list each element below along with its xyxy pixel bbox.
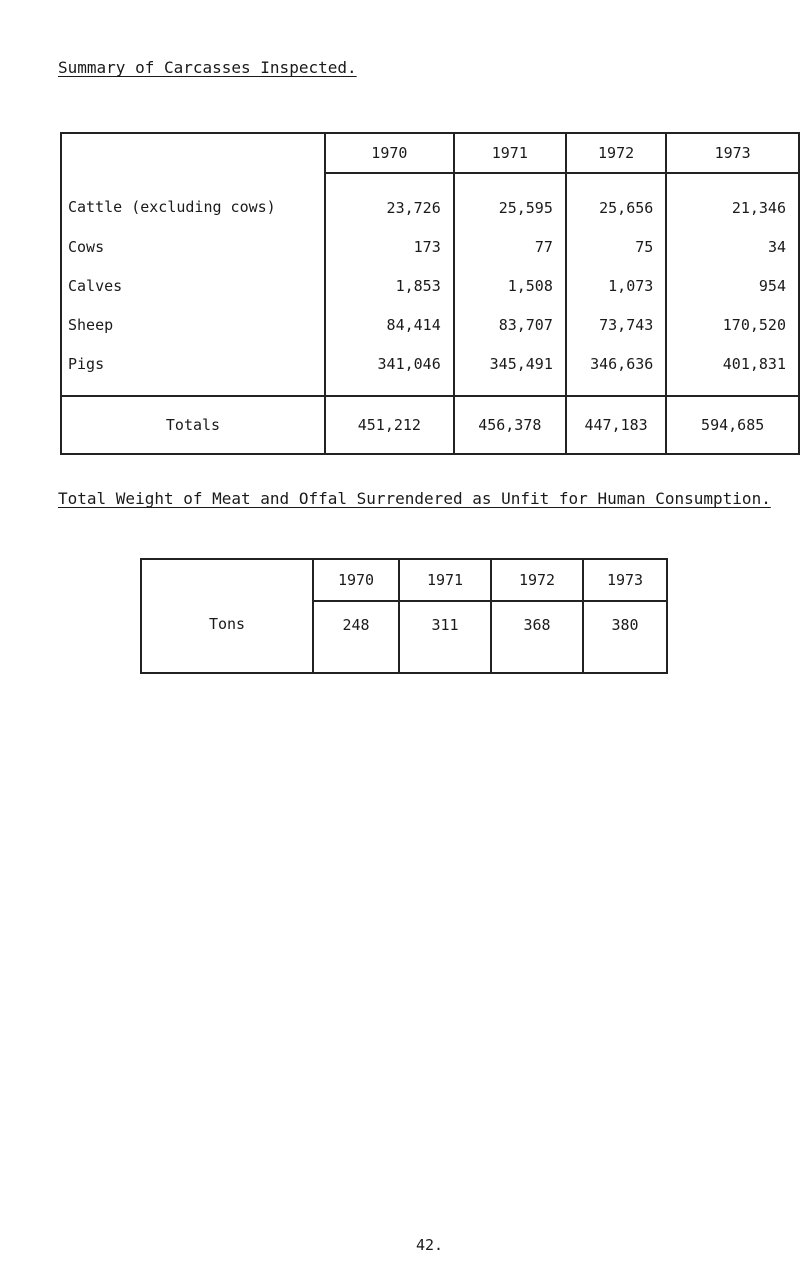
row-label: Cattle (excluding cows) — [61, 173, 325, 227]
value-cell: 170,520 — [666, 305, 799, 344]
offal-year-header: 1972 — [491, 559, 583, 601]
value-cell: 83,707 — [454, 305, 566, 344]
value-cell: 341,046 — [325, 344, 454, 396]
value-cell: 1,073 — [566, 266, 666, 305]
carcasses-row-sheep — [61, 305, 799, 344]
offal-year-header: 1973 — [583, 559, 667, 601]
carcasses-totals-row — [61, 396, 799, 454]
value-cell: 173 — [325, 227, 454, 266]
value-cell: 401,831 — [666, 344, 799, 396]
value-cell: 77 — [454, 227, 566, 266]
value-cell: 73,743 — [566, 305, 666, 344]
offal-row-tons — [141, 601, 667, 673]
row-label: Tons — [141, 601, 313, 673]
value-cell: 1,508 — [454, 266, 566, 305]
total-cell: 451,212 — [325, 396, 454, 454]
value-cell: 345,491 — [454, 344, 566, 396]
carcasses-year-header: 1973 — [666, 133, 799, 173]
value-cell: 1,853 — [325, 266, 454, 305]
value-cell: 84,414 — [325, 305, 454, 344]
value-cell: 23,726 — [325, 173, 454, 227]
offal-year-header: 1970 — [313, 559, 399, 601]
value-cell: 954 — [666, 266, 799, 305]
page-number: 42. — [416, 1236, 444, 1254]
carcasses-row-cattle — [61, 173, 799, 227]
offal-header-row — [141, 559, 667, 601]
value-cell: 25,595 — [454, 173, 566, 227]
row-label: Sheep — [61, 305, 325, 344]
row-label: Calves — [61, 266, 325, 305]
carcasses-year-header: 1972 — [566, 133, 666, 173]
value-cell: 311 — [399, 601, 491, 673]
carcasses-row-calves — [61, 266, 799, 305]
value-cell: 368 — [491, 601, 583, 673]
row-label: Cows — [61, 227, 325, 266]
value-cell: 380 — [583, 601, 667, 673]
total-cell: 456,378 — [454, 396, 566, 454]
totals-label: Totals — [61, 396, 325, 454]
value-cell: 248 — [313, 601, 399, 673]
offal-table — [140, 558, 668, 674]
offal-header-blank — [141, 559, 313, 601]
value-cell: 346,636 — [566, 344, 666, 396]
carcasses-header-blank — [61, 133, 325, 173]
total-cell: 447,183 — [566, 396, 666, 454]
total-cell: 594,685 — [666, 396, 799, 454]
carcasses-table — [60, 132, 800, 455]
carcasses-title: Summary of Carcasses Inspected. — [58, 58, 357, 77]
row-label: Pigs — [61, 344, 325, 396]
value-cell: 21,346 — [666, 173, 799, 227]
offal-year-header: 1971 — [399, 559, 491, 601]
carcasses-year-header: 1970 — [325, 133, 454, 173]
carcasses-row-pigs — [61, 344, 799, 396]
offal-title: Total Weight of Meat and Offal Surrendered as Unfit for Human Consumption. — [58, 489, 771, 508]
carcasses-row-cows — [61, 227, 799, 266]
value-cell: 34 — [666, 227, 799, 266]
carcasses-year-header: 1971 — [454, 133, 566, 173]
carcasses-header-row — [61, 133, 799, 173]
value-cell: 25,656 — [566, 173, 666, 227]
value-cell: 75 — [566, 227, 666, 266]
